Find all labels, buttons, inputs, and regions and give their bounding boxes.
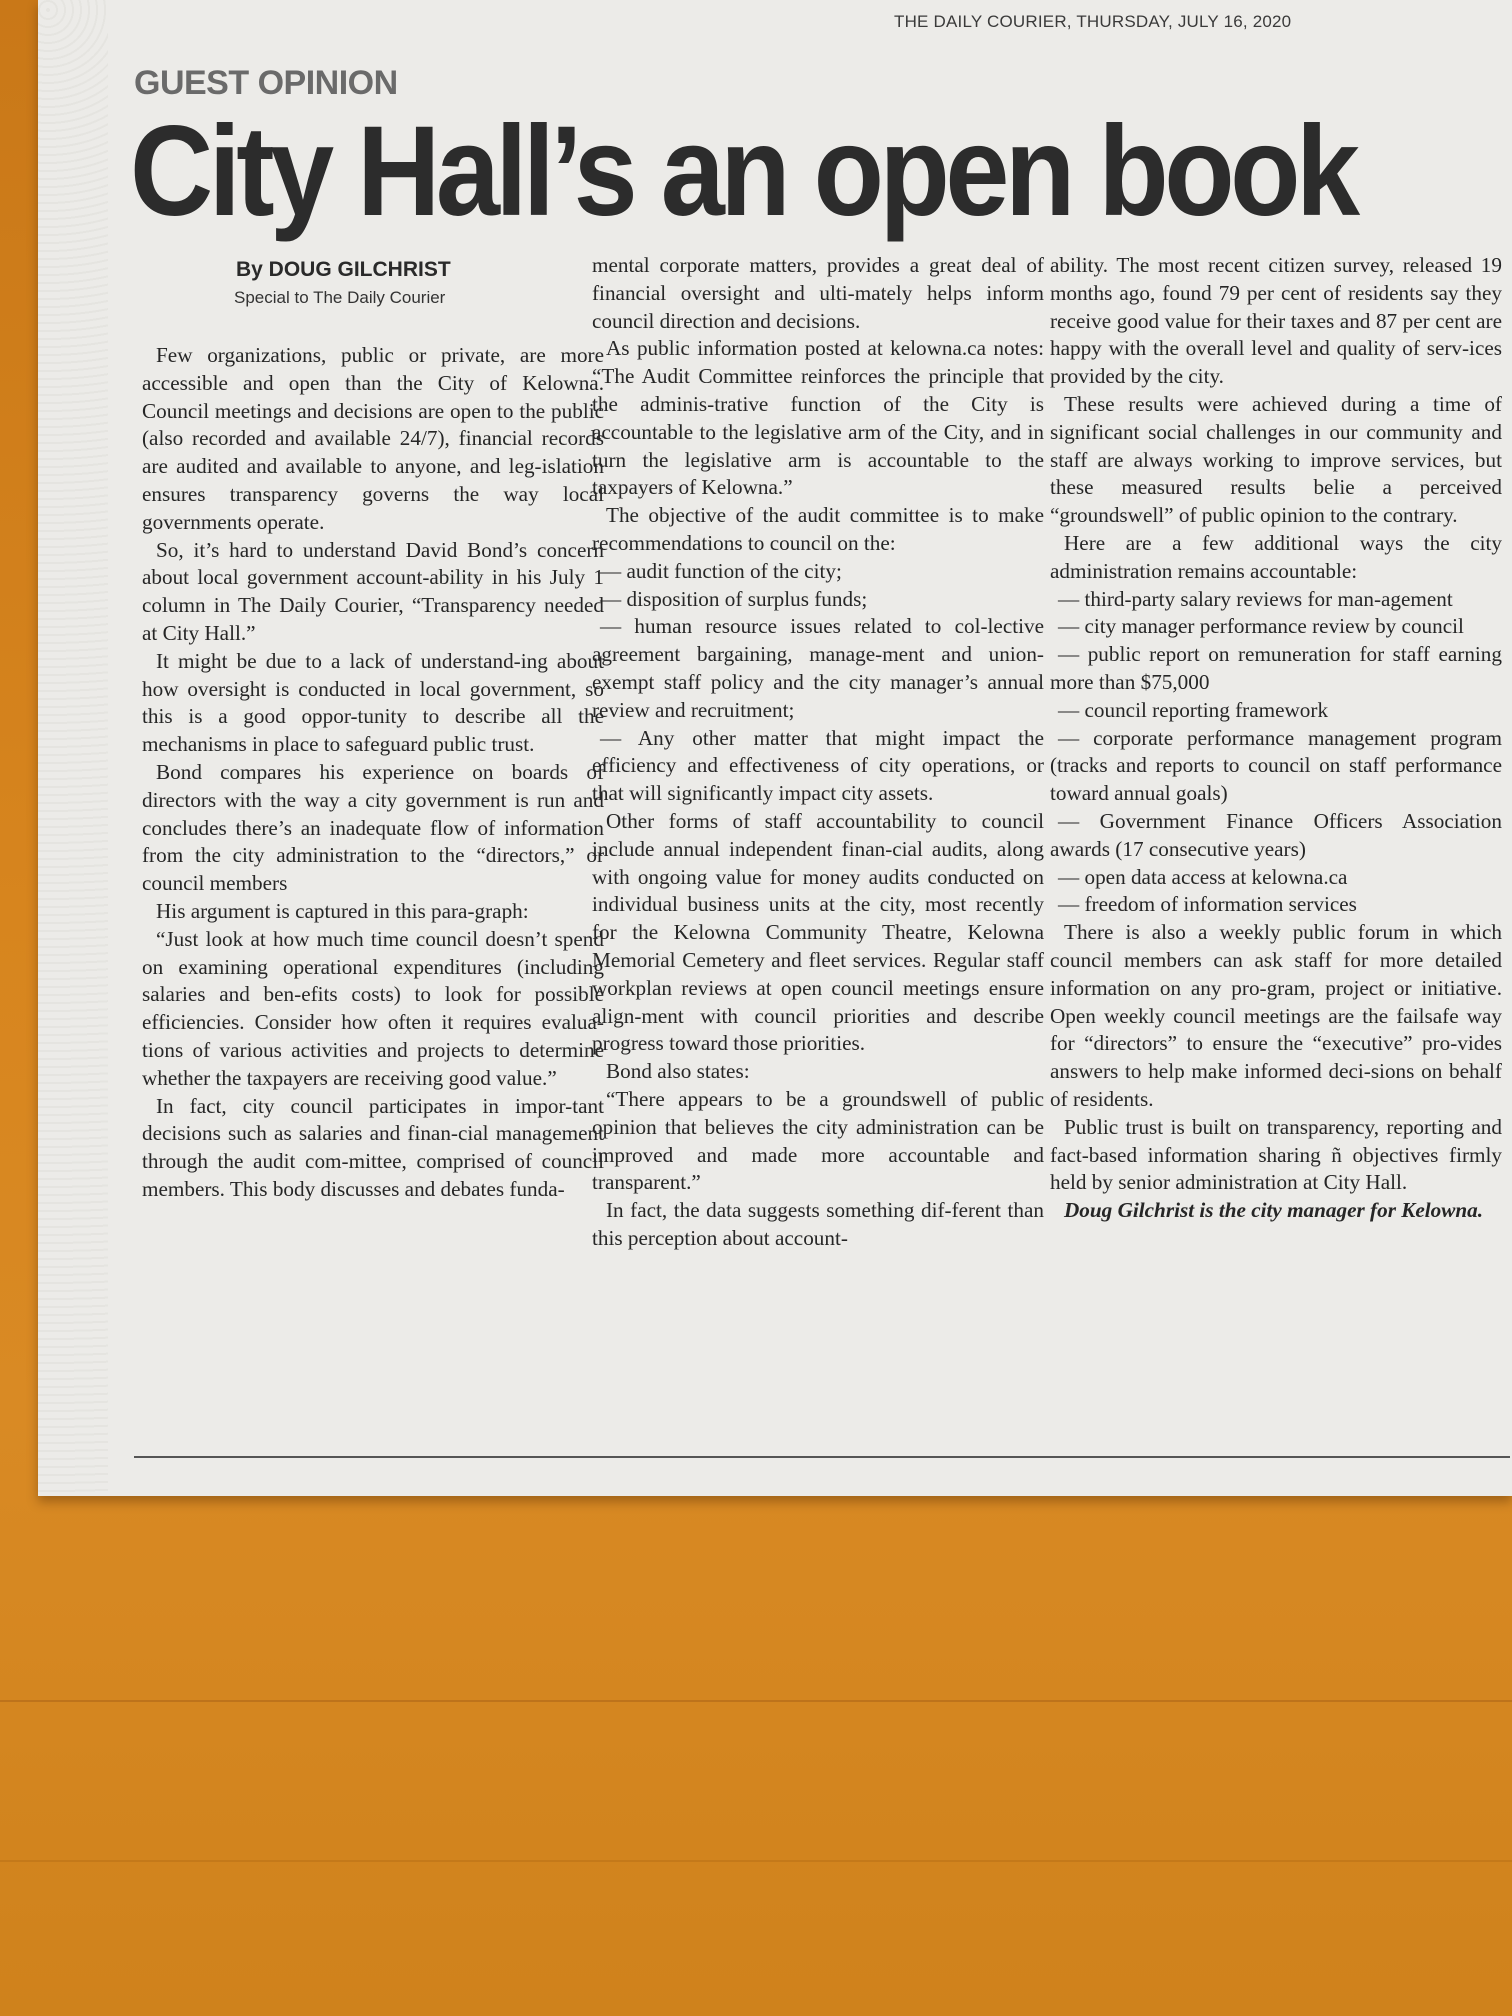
list-item: — public report on remuneration for staff earning more than $75,000	[1050, 642, 1502, 694]
list-item: — city manager performance review by council	[1058, 614, 1464, 639]
paragraph: Bond also states:	[606, 1059, 750, 1084]
paragraph: In fact, city council participates in impor-tant decisions such as salaries and finan-cial management through the audit com-mittee, comprised of council members. This body discusses and debates funda-	[142, 1093, 604, 1201]
paragraph: His argument is captured in this para-graph:	[156, 898, 529, 923]
paragraph: These results were achieved during a time of significant social challenges in our community and staff are always working to improve services, but these measured results belie a perceived “groundswell” of public opinion to the contrary.	[1050, 391, 1502, 528]
list-item: — council reporting framework	[1058, 697, 1329, 722]
paragraph: Public trust is built on transparency, reporting and fact-based information sharing ñ objectives firmly held by senior administration at City Hall.	[1050, 1114, 1502, 1195]
paragraph: As public information posted at kelowna.ca notes: “The Audit Committee reinforces the principle that the adminis-trative function of the City is accountable to the legislative arm of the City, and in turn the legislative arm is accountable to the taxpayers of Kelowna.”	[592, 336, 1044, 500]
list-item: — audit function of the city;	[600, 558, 842, 583]
paragraph: The objective of the audit committee is to make recommendations to council on the:	[592, 503, 1044, 555]
list-item: — corporate performance management program (tracks and reports to council on staff performance toward annual goals)	[1050, 725, 1502, 806]
paragraph: It might be due to a lack of understand-ing about how oversight is conducted in local government, so this is a good oppor-tunity to describe all the mechanisms in place to safeguard public trust.	[142, 648, 604, 757]
paragraph: Here are a few additional ways the city administration remains accountable:	[1050, 530, 1502, 583]
byline: By DOUG GILCHRIST	[236, 258, 451, 281]
list-item: — Any other matter that might impact the efficiency and effectiveness of city operations, or that will significantly impact city assets.	[592, 725, 1044, 806]
bottom-rule	[134, 1456, 1510, 1458]
list-item: — open data access at kelowna.ca	[1058, 864, 1348, 889]
dateline: THE DAILY COURIER, THURSDAY, JULY 16, 2020	[894, 12, 1292, 31]
paragraph: There is also a weekly public forum in which council members can ask staff for more detailed information on any pro-gram, project or initiative. Open weekly council meetings are the failsafe way for “directors” to ensure the “executive” pro-vides answers to help make informed deci-sions on behalf of residents.	[1050, 920, 1502, 1111]
headline: City Hall’s an open book	[130, 100, 1356, 243]
article-column-2	[592, 252, 1044, 1253]
author-signature: Doug Gilchrist is the city manager for Kelowna.	[1064, 1198, 1484, 1223]
paragraph: ability. The most recent citizen survey, released 19 months ago, found 79 per cent of residents say they receive good value for their taxes and 87 per cent are happy with the overall level and quality of serv-ices provided by the city.	[1050, 253, 1502, 389]
list-item: — Government Finance Officers Association awards (17 consecutive years)	[1050, 808, 1502, 861]
list-item: — human resource issues related to col-lective agreement bargaining, manage-ment and union-exempt staff policy and the city manager’s annual review and recruitment;	[592, 614, 1044, 722]
paragraph: Bond compares his experience on boards of directors with the way a city government is run and concludes there’s an inadequate flow of information from the city administration to the “directors,” or council members	[142, 759, 604, 896]
article-column-3	[1050, 252, 1502, 1225]
paragraph: So, it’s hard to understand David Bond’s concern about local government account-ability in his July 1 column in The Daily Courier, “Transparency needed at City Hall.”	[142, 537, 604, 645]
quote-paragraph: “There appears to be a groundswell of public opinion that believes the city administration can be improved and made more accountable and transparent.”	[592, 1086, 1044, 1195]
quote-paragraph: “Just look at how much time council doesn’t spend on examining operational expenditures (including salaries and ben-efits costs) to look for possible efficiencies. Consider how often it requires evalua-tions of various activities and projects to determine whether the taxpayers are receiving good value.”	[142, 926, 604, 1090]
newspaper-clipping	[38, 0, 1512, 1496]
list-item: — third-party salary reviews for man-agement	[1058, 586, 1453, 611]
list-item: — freedom of information services	[1058, 892, 1357, 917]
list-item: — disposition of surplus funds;	[600, 586, 868, 611]
paragraph: mental corporate matters, provides a great deal of financial oversight and ulti-mately helps inform council direction and decisions.	[592, 253, 1044, 333]
byline-credit: Special to The Daily Courier	[234, 288, 446, 307]
paragraph: Other forms of staff accountability to council include annual independent finan-cial audits, along with ongoing value for money audits conducted on individual business units at the city, most recently for the Kelowna Community Theatre, Kelowna Memorial Cemetery and fleet services. Regular staff workplan reviews at open council meetings ensure align-ment with council priorities and describe progress toward those priorities.	[592, 808, 1044, 1056]
paragraph: Few organizations, public or private, are more accessible and open than the City of Kelowna. Council meetings and decisions are open to the public (also recorded and available 24/7), financial records are audited and available to anyone, and leg-islation ensures transparency governs the way local governments operate.	[142, 343, 604, 534]
paragraph: In fact, the data suggests something dif-ferent than this perception about account-	[592, 1198, 1044, 1250]
article-column-1	[142, 342, 604, 1204]
section-label: GUEST OPINION	[134, 64, 398, 102]
